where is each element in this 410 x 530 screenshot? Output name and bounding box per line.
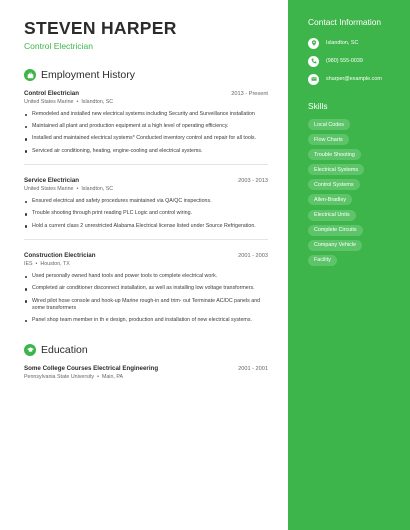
job-entry (24, 90, 268, 155)
job-dates: 2003 - 2013 (238, 178, 268, 185)
contact-text: Islandton, SC (326, 40, 359, 46)
candidate-title: Control Electrician (24, 41, 93, 51)
phone-icon (308, 56, 319, 67)
job-bullet: Hold a current class 2 unrestricted Alabama Electrical license listed under Source Refrigeration. (24, 223, 268, 231)
job-header-row (24, 90, 268, 97)
employment-list (24, 90, 268, 325)
skill-pill: Flow Charts (308, 134, 349, 145)
mail-icon (308, 74, 319, 85)
candidate-name: STEVEN HARPER (24, 18, 177, 38)
skill-pill: Electrical Systems (308, 164, 364, 175)
job-title: Construction Electrician (24, 252, 96, 260)
skill-pill: Facility (308, 255, 337, 266)
job-header-row (24, 177, 268, 184)
contact-text: sharper@example.com (326, 76, 382, 82)
job-location: Islandton, SC (81, 99, 114, 105)
briefcase-icon (24, 69, 36, 81)
job-location: Houston, TX (40, 261, 70, 268)
job-location: Islandton, SC (81, 186, 114, 193)
employment-section-header (24, 69, 268, 81)
section-divider (24, 239, 268, 240)
job-bullets (24, 111, 268, 155)
job-entry (24, 252, 268, 325)
graduation-cap-icon (24, 344, 36, 356)
contact-text: (980) 555-0039 (326, 58, 363, 64)
separator-dot: • (97, 373, 99, 380)
education-section-header (24, 344, 268, 356)
skill-pill: Allen-Bradley (308, 194, 352, 205)
education-header-row (24, 365, 268, 372)
contact-heading: Contact Information (308, 17, 382, 27)
job-dates: 2013 - Present (231, 91, 268, 97)
education-degree: Some College Courses Electrical Engineering (24, 364, 159, 372)
section-divider (24, 164, 268, 165)
location-pin-icon (308, 38, 319, 49)
job-dates: 2001 - 2003 (238, 253, 268, 260)
skill-pill: Complete Circuits (308, 225, 363, 236)
skills-list (308, 119, 400, 270)
job-org (24, 99, 268, 105)
job-bullet: Panel shop team member in th e design, production and installation of new electrical systems. (24, 317, 268, 325)
education-heading: Education (41, 343, 88, 356)
education-dates: 2001 - 2001 (238, 365, 268, 372)
job-bullet: Installed and maintained electrical systems* Conducted inventory control and repair for all tools. (24, 135, 268, 143)
skill-pill: Control Systems (308, 179, 360, 190)
contact-item (308, 37, 400, 49)
job-entry (24, 177, 268, 230)
job-bullets (24, 273, 268, 325)
separator-dot: • (76, 99, 79, 105)
job-title: Control Electrician (24, 90, 80, 97)
skill-pill: Trouble Shooting (308, 149, 361, 160)
education-entry (24, 365, 268, 380)
contact-item (308, 55, 400, 67)
job-company: IES (24, 261, 33, 268)
job-company: United States Marine (24, 99, 74, 105)
employment-heading: Employment History (41, 69, 135, 81)
job-bullet: Wired pilot hose console and hook-up Marine rough-in and trim- out Terminate AC/DC panels and some transformers (24, 298, 268, 313)
job-bullet: Used personally owned hand tools and power tools to complete electrical work. (24, 273, 268, 281)
separator-dot: • (35, 261, 38, 268)
job-bullet: Maintained all plant and production equipment at a high level of operating efficiency. (24, 123, 268, 131)
education-list (24, 365, 268, 380)
job-bullet: Trouble shooting through print reading PLC Logic and control wiring. (24, 210, 268, 218)
sidebar (288, 0, 410, 530)
skill-pill: Electrical Units (308, 210, 356, 221)
education-location: Main, PA (101, 373, 124, 380)
job-org (24, 261, 268, 267)
job-org (24, 186, 268, 192)
education-school: Pennsylvania State University (24, 373, 95, 380)
skill-pill: Local Codes (308, 119, 350, 130)
skills-heading: Skills (308, 101, 328, 111)
job-bullet: Remodeled and installed new electrical systems including Security and Surveillance installation (24, 111, 268, 119)
job-company: United States Marine (24, 186, 74, 193)
separator-dot: • (76, 186, 79, 193)
skill-pill: Company Vehicle (308, 240, 362, 251)
job-bullet: Ensured electrical and safety procedures maintained via QA/QC inspections. (24, 198, 268, 206)
job-title: Service Electrician (24, 177, 80, 185)
job-bullet: Completed air conditioner disconnect installation, as well as installing low voltage transformers. (24, 285, 268, 293)
job-header-row (24, 252, 268, 259)
education-org (24, 374, 268, 380)
contact-list (308, 37, 400, 85)
job-bullets (24, 198, 268, 230)
contact-item (308, 73, 400, 85)
job-bullet: Serviced air conditioning, heating, engine-cooling and electrical systems. (24, 148, 268, 156)
